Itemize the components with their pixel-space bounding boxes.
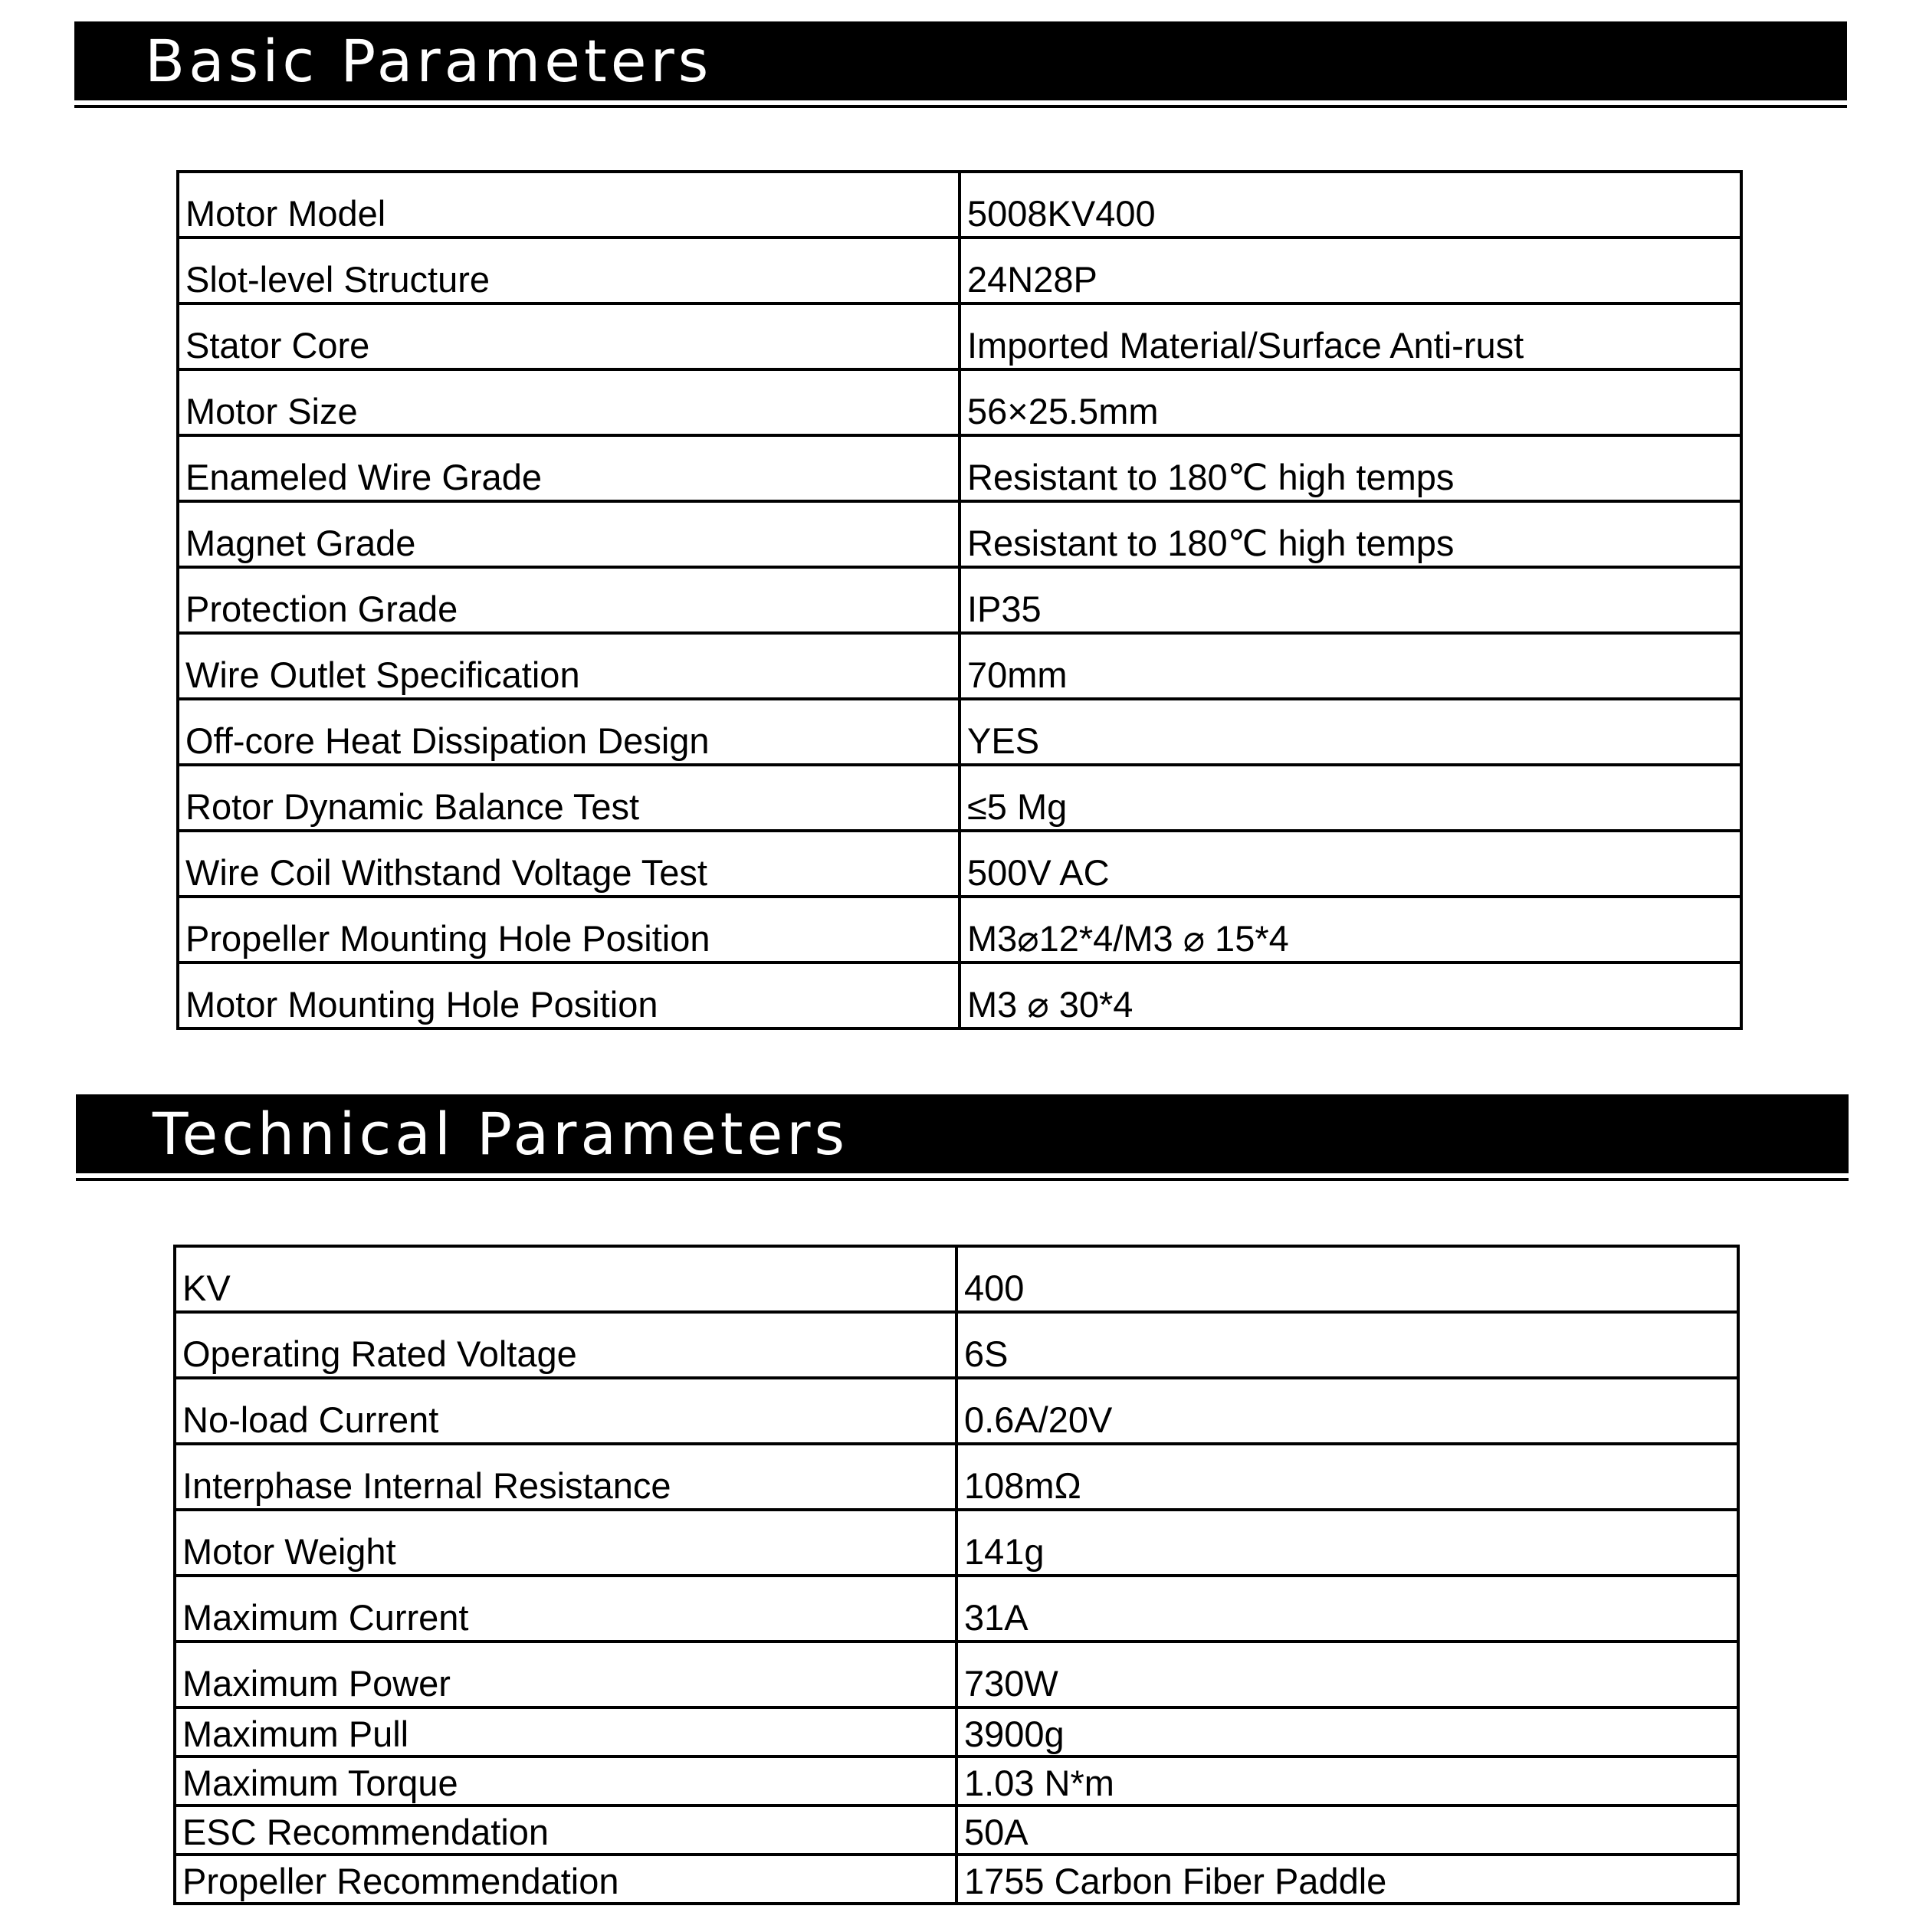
technical-parameters-title: Technical Parameters <box>153 1099 849 1168</box>
table-row <box>175 1642 1738 1707</box>
param-value: 70mm <box>960 633 1741 699</box>
param-value: 56×25.5mm <box>960 369 1741 435</box>
table-row <box>178 501 1741 567</box>
basic-parameters-title: Basic Parameters <box>145 26 713 95</box>
basic-parameters-table <box>176 170 1743 1030</box>
table-row <box>175 1312 1738 1378</box>
table-row <box>178 633 1741 699</box>
basic-parameters-divider <box>74 105 1847 108</box>
param-value: IP35 <box>960 567 1741 633</box>
param-value: 730W <box>956 1642 1738 1707</box>
param-label: Magnet Grade <box>178 501 960 567</box>
param-label: Maximum Current <box>175 1576 956 1642</box>
param-value: 31A <box>956 1576 1738 1642</box>
technical-parameters-divider <box>76 1178 1849 1181</box>
param-value: 3900g <box>956 1707 1738 1757</box>
param-label: Propeller Mounting Hole Position <box>178 897 960 963</box>
param-label: No-load Current <box>175 1378 956 1444</box>
param-label: Interphase Internal Resistance <box>175 1444 956 1510</box>
param-value: 400 <box>956 1246 1738 1312</box>
param-label: Wire Outlet Specification <box>178 633 960 699</box>
param-label: Rotor Dynamic Balance Test <box>178 765 960 831</box>
param-label: KV <box>175 1246 956 1312</box>
param-value: Resistant to 180℃ high temps <box>960 435 1741 501</box>
param-label: Enameled Wire Grade <box>178 435 960 501</box>
param-value: Imported Material/Surface Anti-rust <box>960 303 1741 369</box>
table-row <box>175 1246 1738 1312</box>
param-value: ≤5 Mg <box>960 765 1741 831</box>
param-label: Protection Grade <box>178 567 960 633</box>
param-label: Motor Weight <box>175 1510 956 1576</box>
table-row <box>175 1855 1738 1904</box>
table-row <box>178 567 1741 633</box>
param-value: 6S <box>956 1312 1738 1378</box>
param-label: Maximum Pull <box>175 1707 956 1757</box>
param-value: M3 ⌀ 30*4 <box>960 963 1741 1028</box>
table-row <box>175 1806 1738 1855</box>
param-value: 24N28P <box>960 238 1741 303</box>
table-row <box>178 831 1741 897</box>
table-row <box>178 369 1741 435</box>
param-value: 0.6A/20V <box>956 1378 1738 1444</box>
basic-parameters-header <box>74 21 1847 100</box>
param-label: Slot-level Structure <box>178 238 960 303</box>
table-row <box>175 1510 1738 1576</box>
param-label: Motor Model <box>178 172 960 238</box>
table-row <box>175 1576 1738 1642</box>
table-row <box>178 172 1741 238</box>
table-row <box>178 435 1741 501</box>
table-row <box>175 1707 1738 1757</box>
param-value: 1.03 N*m <box>956 1757 1738 1806</box>
technical-parameters-header <box>76 1094 1849 1173</box>
param-value: 500V AC <box>960 831 1741 897</box>
table-row <box>178 963 1741 1028</box>
param-value: 108mΩ <box>956 1444 1738 1510</box>
param-label: Operating Rated Voltage <box>175 1312 956 1378</box>
param-label: Stator Core <box>178 303 960 369</box>
param-label: Off-core Heat Dissipation Design <box>178 699 960 765</box>
param-label: ESC Recommendation <box>175 1806 956 1855</box>
param-value: YES <box>960 699 1741 765</box>
table-row <box>175 1757 1738 1806</box>
table-row <box>178 765 1741 831</box>
param-label: Wire Coil Withstand Voltage Test <box>178 831 960 897</box>
param-value: Resistant to 180℃ high temps <box>960 501 1741 567</box>
param-value: 5008KV400 <box>960 172 1741 238</box>
technical-parameters-table <box>173 1245 1740 1905</box>
param-label: Propeller Recommendation <box>175 1855 956 1904</box>
param-value: 1755 Carbon Fiber Paddle <box>956 1855 1738 1904</box>
table-row <box>178 238 1741 303</box>
param-label: Maximum Torque <box>175 1757 956 1806</box>
param-label: Motor Size <box>178 369 960 435</box>
table-row <box>175 1444 1738 1510</box>
param-value: 141g <box>956 1510 1738 1576</box>
table-row <box>178 897 1741 963</box>
table-row <box>175 1378 1738 1444</box>
table-row <box>178 699 1741 765</box>
table-row <box>178 303 1741 369</box>
param-label: Motor Mounting Hole Position <box>178 963 960 1028</box>
param-label: Maximum Power <box>175 1642 956 1707</box>
param-value: 50A <box>956 1806 1738 1855</box>
param-value: M3⌀12*4/M3 ⌀ 15*4 <box>960 897 1741 963</box>
